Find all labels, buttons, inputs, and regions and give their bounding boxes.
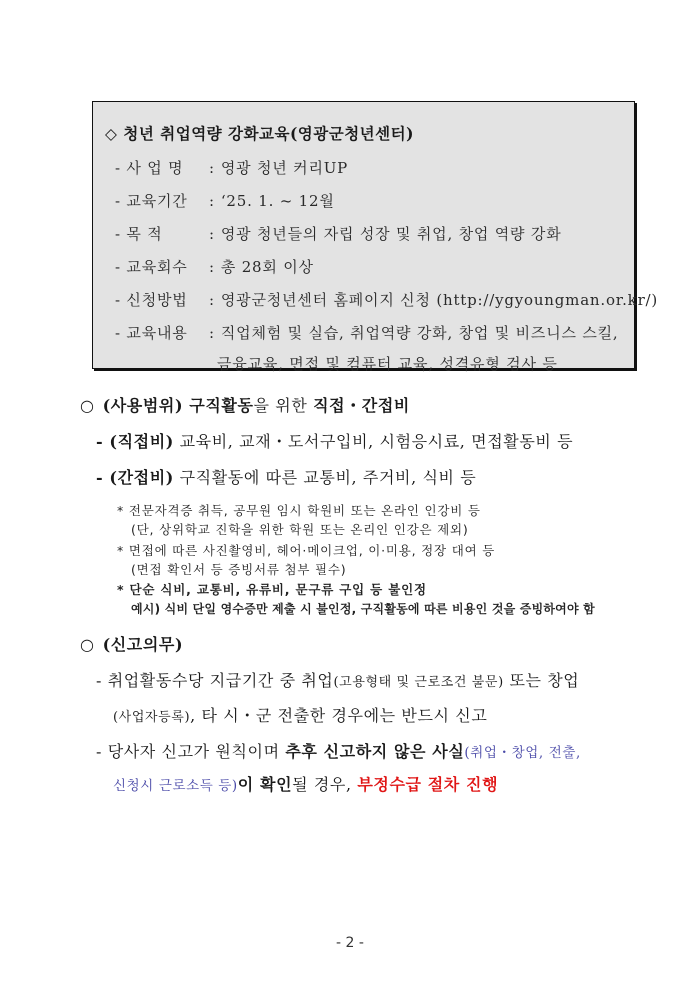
section-report-heading: ○ (신고의무) bbox=[80, 635, 184, 654]
report-item-2-cont: 신청시 근로소득 등)이 확인될 경우, 부정수급 절차 진행 bbox=[113, 775, 499, 794]
circle-bullet-icon: ○ bbox=[80, 396, 95, 415]
indirect-cost-item: - (간접비) 구직활동에 따른 교통비, 주거비, 식비 등 bbox=[96, 468, 477, 487]
info-row-content-cont: 금융교육, 면접 및 컴퓨터 교육, 성격유형 검사 등 bbox=[217, 355, 558, 373]
report-item-2: - 당사자 신고가 원칙이며 추후 신고하지 않은 사실(취업・창업, 전출, bbox=[96, 742, 581, 761]
info-row-content: - 교육내용 : 직업체험 및 실습, 취업역량 강화, 창업 및 비즈니스 스킬, bbox=[115, 324, 619, 342]
diamond-bullet-icon: ◇ bbox=[105, 125, 118, 143]
info-box-title: ◇ 청년 취업역량 강화교육(영광군청년센터) bbox=[105, 124, 414, 143]
note-2-cont: (면접 확인서 등 증빙서류 첨부 필수) bbox=[131, 562, 347, 577]
note-1: * 전문자격증 취득, 공무원 임시 학원비 또는 온라인 인강비 등 bbox=[117, 503, 481, 518]
info-row-sessions: - 교육회수 : 총 28회 이상 bbox=[115, 258, 314, 276]
note-1-cont: (단, 상위학교 진학을 위한 학원 또는 온리인 인강은 제외) bbox=[131, 522, 469, 537]
page-number: - 2 - bbox=[336, 935, 364, 951]
direct-cost-item: - (직접비) 교육비, 교재・도서구입비, 시험응시료, 면접활동비 등 bbox=[96, 432, 574, 451]
info-row-apply: - 신청방법 : 영광군청년센터 홈페이지 신청 (http://ygyoungman.or.kr/) bbox=[115, 291, 659, 309]
note-3: * 단순 식비, 교통비, 유류비, 문구류 구입 등 불인정 bbox=[117, 582, 427, 597]
info-row-program-name: - 사 업 명 : 영광 청년 커리UP bbox=[115, 159, 349, 177]
info-row-period: - 교육기간 : ‘25. 1. ~ 12월 bbox=[115, 192, 335, 210]
note-3-example: 예시) 식비 단일 영수증만 제출 시 불인정, 구직활동에 따른 비용인 것을 증빙하여야 함 bbox=[131, 602, 595, 616]
info-row-purpose: - 목 적 : 영광 청년들의 자립 성장 및 취업, 창업 역량 강화 bbox=[115, 225, 562, 243]
report-item-1-cont: (사업자등록), 타 시・군 전출한 경우에는 반드시 신고 bbox=[113, 706, 488, 725]
info-box bbox=[92, 101, 659, 373]
section-usage-heading: ○ (사용범위) 구직활동을 위한 직접・간접비 bbox=[80, 396, 410, 415]
note-2: * 면접에 따른 사진촬영비, 헤어·메이크업, 이·미용, 정장 대여 등 bbox=[117, 543, 496, 558]
circle-bullet-icon: ○ bbox=[80, 635, 95, 654]
fraud-warning: 부정수급 절차 진행 bbox=[357, 775, 499, 794]
report-item-1: - 취업활동수당 지급기간 중 취업(고용형태 및 근로조건 불문) 또는 창업 bbox=[96, 671, 580, 690]
